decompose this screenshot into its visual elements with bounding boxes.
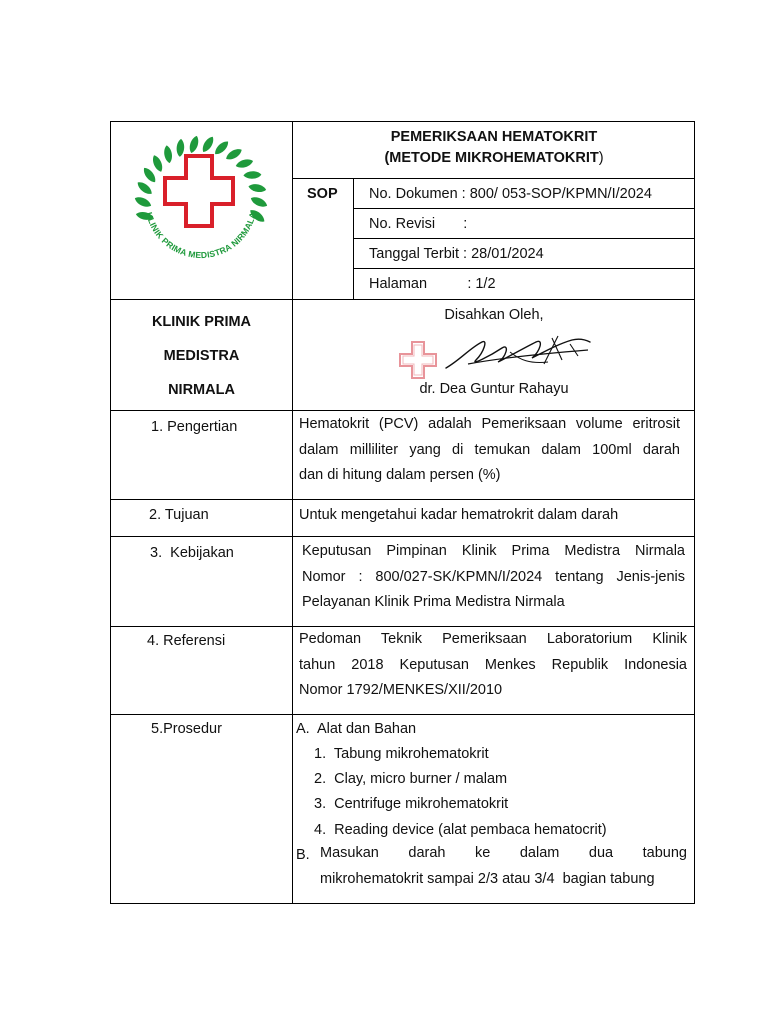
pengertian-label: 1. Pengertian (151, 419, 238, 435)
approval-stamp (398, 340, 438, 380)
referensi-label: 4. Referensi (147, 633, 226, 649)
prosedur-section-a: A. Alat dan Bahan (296, 721, 417, 737)
logo-leaf (235, 157, 254, 169)
page-number: Halaman : 1/2 (369, 276, 496, 292)
logo-text: KLINIK PRIMA MEDISTRA NIRMALA (144, 211, 258, 261)
prosedur-label: 5.Prosedur (151, 721, 222, 737)
logo-leaf (224, 147, 243, 163)
sop-title (293, 127, 695, 169)
logo-leaf (249, 195, 268, 209)
kebijakan-label: 3. Kebijakan (150, 545, 234, 561)
clinic-name-line-1: KLINIK PRIMA (151, 314, 252, 330)
clinic-name (111, 305, 292, 407)
referensi-line: tahun 2018 Keputusan Menkes Republik Indonesia (299, 656, 687, 673)
revision-number: No. Revisi : (369, 216, 468, 232)
prosedur-item: 2. Clay, micro burner / malam (314, 771, 508, 787)
logo-leaf (248, 183, 267, 194)
pengertian-line: dan di hitung dalam persen (%) (299, 467, 501, 483)
signature (440, 330, 595, 380)
kebijakan-line: Pelayanan Klinik Prima Medistra Nirmala (302, 594, 565, 610)
title-line-1: PEMERIKSAAN HEMATOKRIT (390, 129, 598, 145)
prosedur-item: 3. Centrifuge mikrohematokrit (314, 796, 509, 812)
approver-name: dr. Dea Guntur Rahayu (419, 381, 569, 397)
kebijakan-line: Nomor : 800/027-SK/KPMN/I/2024 tentang Jenis-jenis (302, 568, 685, 585)
prosedur-item: 1. Tabung mikrohematokrit (314, 746, 489, 762)
pengertian-text (299, 412, 680, 489)
issue-date: Tanggal Terbit : 28/01/2024 (369, 246, 544, 262)
prosedur-item: 4. Reading device (alat pembaca hematocrit) (314, 822, 607, 838)
sop-label: SOP (307, 186, 338, 202)
logo-leaf (176, 139, 185, 158)
logo-leaf (200, 135, 216, 154)
prosedur-b-line: mikrohematokrit sampai 2/3 atau 3/4 bagian tabung (320, 870, 655, 887)
doc-number: No. Dokumen : 800/ 053-SOP/KPMN/I/2024 (369, 186, 652, 202)
logo-leaf (163, 145, 173, 164)
kebijakan-line: Keputusan Pimpinan Klinik Prima Medistra Nirmala (302, 543, 685, 559)
logo-leaf (151, 154, 165, 173)
clinic-name-line-2: MEDISTRA (163, 348, 240, 364)
title-line-2: (METODE MIKROHEMATOKRIT) (384, 150, 604, 166)
prosedur-section-b-prefix: B. (296, 847, 310, 863)
tujuan-text: Untuk mengetahui kadar hematrokrit dalam darah (299, 507, 619, 523)
logo-leaf (188, 135, 201, 154)
pengertian-line: dalam milliliter yang di temukan dalam 100ml darah (299, 441, 680, 458)
clinic-logo (125, 126, 277, 278)
logo-leaf (141, 166, 158, 185)
approval-label: Disahkan Oleh, (444, 307, 544, 323)
logo-leaf (213, 139, 231, 157)
logo-leaf (135, 180, 154, 197)
clinic-name-line-3: NIRMALA (168, 382, 235, 398)
kebijakan-text (302, 539, 685, 616)
referensi-line: Pedoman Teknik Pemeriksaan Laboratorium Klinik (299, 631, 687, 647)
pengertian-line: Hematokrit (PCV) adalah Pemeriksaan volume eritrosit (299, 416, 680, 432)
referensi-text (299, 627, 687, 704)
prosedur-b-line: Masukan darah ke dalam dua tabung (320, 845, 687, 861)
tujuan-label: 2. Tujuan (149, 507, 209, 523)
logo-leaf (243, 171, 261, 179)
prosedur-section-b-text (320, 841, 687, 892)
logo-leaf (133, 195, 152, 209)
referensi-line: Nomor 1792/MENKES/XII/2010 (299, 682, 503, 698)
